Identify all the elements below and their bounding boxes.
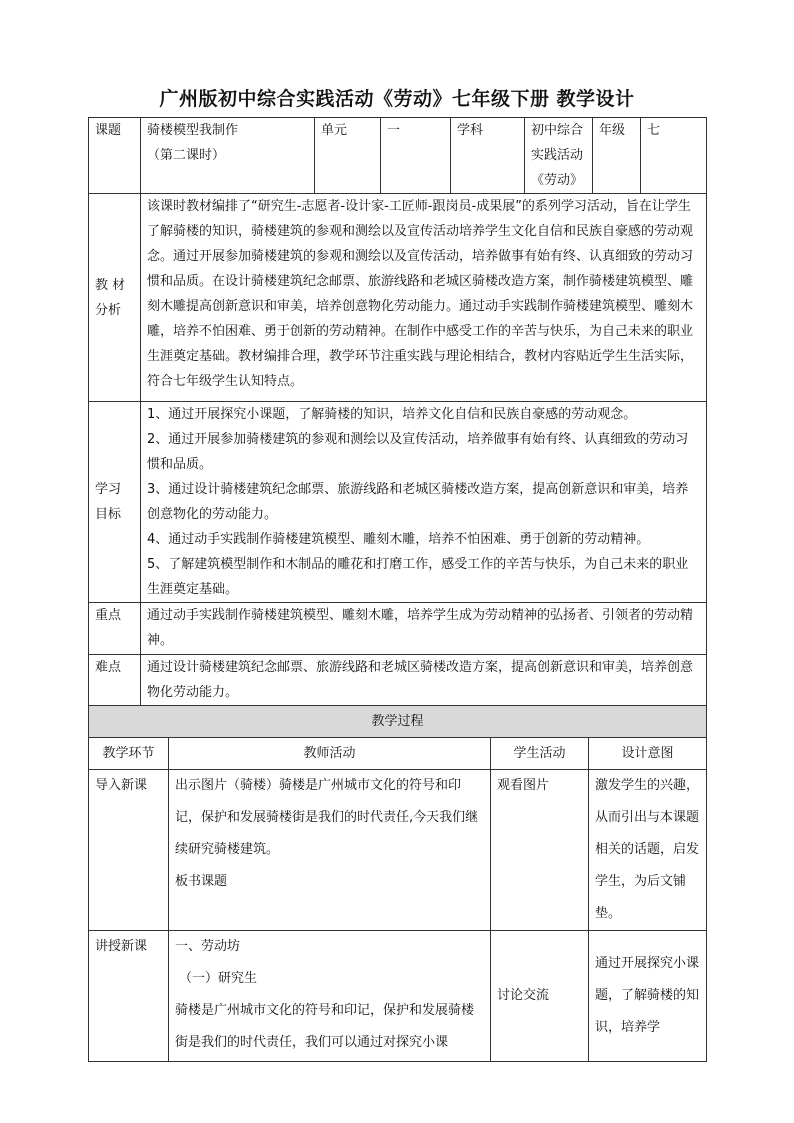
process-header: 教学过程 (89, 706, 707, 738)
analysis-label-line1: 教 材 (95, 277, 126, 293)
teacher-text: （一）研究生 (179, 971, 258, 986)
column-header-teacher: 教师活动 (169, 738, 491, 770)
info-row (89, 118, 707, 194)
student-cell: 观看图片 (491, 770, 589, 931)
analysis-text: 该课时教材编排了“研究生-志愿者-设计家-工匠师-跟岗员-成果展”的系列学习活动，旨在让学生了解骑楼的知识，骑楼建筑的参观和测绘以及宣传活动培养学生文化自信和民族自豪感的劳动观念。通过开展参加骑楼建筑的参观和测绘以及宣传活动，培养做事有始有终、认真细致的劳动习惯和品质。在设计骑楼建筑纪念邮票、旅游线路和老城区骑楼改造方案，制作骑楼建筑模型、雕刻木雕提高创新意识和审美，培养创意物化劳动能力。通过动手实践制作骑楼建筑模型、雕刻木雕，培养不怕困难、勇于创新的劳动精神。在制作中感受工作的辛苦与快乐，为自己未来的职业生涯奠定基础。教材编排合理，教学环节注重实践与理论相结合，教材内容贴近学生生活实际，符合七年级学生认知特点。 (141, 194, 707, 402)
process-columns-row (89, 738, 707, 770)
process-row-new (89, 931, 707, 1062)
goals-label (89, 402, 141, 603)
unit-label: 单元 (315, 118, 381, 194)
difficulty-text: 通过设计骑楼建筑纪念邮票、旅游线路和老城区骑楼改造方案，提高创新意识和审美，培养创意物化劳动能力。 (141, 655, 707, 707)
goal-item: 5、了解建筑模型制作和木制品的雕花和打磨工作，感受工作的辛苦与快乐，为自己未来的职业生涯奠定基础。 (147, 557, 689, 597)
process-header-row (89, 706, 707, 738)
course-value (141, 118, 315, 194)
student-cell: 讨论交流 (491, 931, 589, 1062)
key-point-row (89, 603, 707, 655)
subject-value-line2: 实践活动 (531, 148, 584, 163)
difficulty-row (89, 655, 707, 707)
column-header-intent: 设计意图 (589, 738, 707, 770)
goals-label-line2: 目标 (95, 507, 122, 522)
goal-item: 2、通过开展参加骑楼建筑的参观和测绘以及宣传活动，培养做事有始有终、认真细致的劳动习惯和品质。 (147, 432, 689, 472)
teacher-cell (169, 931, 491, 1062)
key-point-text: 通过动手实践制作骑楼建筑模型、雕刻木雕，培养学生成为劳动精神的弘扬者、引领者的劳动精神。 (141, 603, 707, 655)
difficulty-label: 难点 (89, 655, 141, 707)
goals-label-line1: 学习 (95, 482, 122, 497)
goal-item: 1、通过开展探究小课题，了解骑楼的知识，培养文化自信和民族自豪感的劳动观念。 (147, 407, 637, 422)
teacher-cell (169, 770, 491, 931)
process-row-intro (89, 770, 707, 931)
course-value-line2: （第二课时） (147, 148, 226, 163)
subject-value (525, 118, 593, 194)
subject-label: 学科 (451, 118, 525, 194)
info-table (88, 117, 707, 707)
intent-cell: 通过开展探究小课题，了解骑楼的知识，培养学 (589, 931, 707, 1062)
intent-cell: 激发学生的兴趣，从而引出与本课题相关的话题，启发学生，为后文铺垫。 (589, 770, 707, 931)
goal-item: 3、通过设计骑楼建筑纪念邮票、旅游线路和老城区骑楼改造方案，提高创新意识和审美，培养创意物化的劳动能力。 (147, 482, 689, 522)
stage-cell: 导入新课 (89, 770, 169, 931)
grade-value: 七 (641, 118, 707, 194)
teacher-text: 一、劳动坊 (175, 939, 241, 954)
grade-label: 年级 (593, 118, 641, 194)
column-header-student: 学生活动 (491, 738, 589, 770)
analysis-label (89, 194, 141, 402)
teacher-text: 板书课题 (175, 874, 228, 889)
subject-value-line3: 《劳动》 (531, 173, 584, 188)
subject-value-line1: 初中综合 (531, 123, 584, 138)
goal-item: 4、通过动手实践制作骑楼建筑模型、雕刻木雕，培养不怕困难、勇于创新的劳动精神。 (147, 532, 650, 547)
column-header-stage: 教学环节 (89, 738, 169, 770)
analysis-label-line2: 分析 (95, 302, 122, 318)
unit-value: 一 (381, 118, 451, 194)
document-title: 广州版初中综合实践活动《劳动》七年级下册 教学设计 (159, 88, 635, 110)
analysis-row (89, 194, 707, 402)
stage-cell: 讲授新课 (89, 931, 169, 1062)
teacher-text: 出示图片（骑楼）骑楼是广州城市文化的符号和印记，保护和发展骑楼街是我们的时代责任,今天我们继续研究骑楼建筑。 (175, 778, 479, 857)
course-value-line1: 骑楼模型我制作 (147, 123, 239, 138)
teacher-text: 骑楼是广州城市文化的符号和印记，保护和发展骑楼街是我们的时代责任，我们可以通过对探究小课 (175, 1003, 475, 1050)
goals-list (141, 402, 707, 603)
goals-row (89, 402, 707, 603)
course-label: 课题 (89, 118, 141, 194)
process-table (88, 705, 707, 1062)
key-point-label: 重点 (89, 603, 141, 655)
